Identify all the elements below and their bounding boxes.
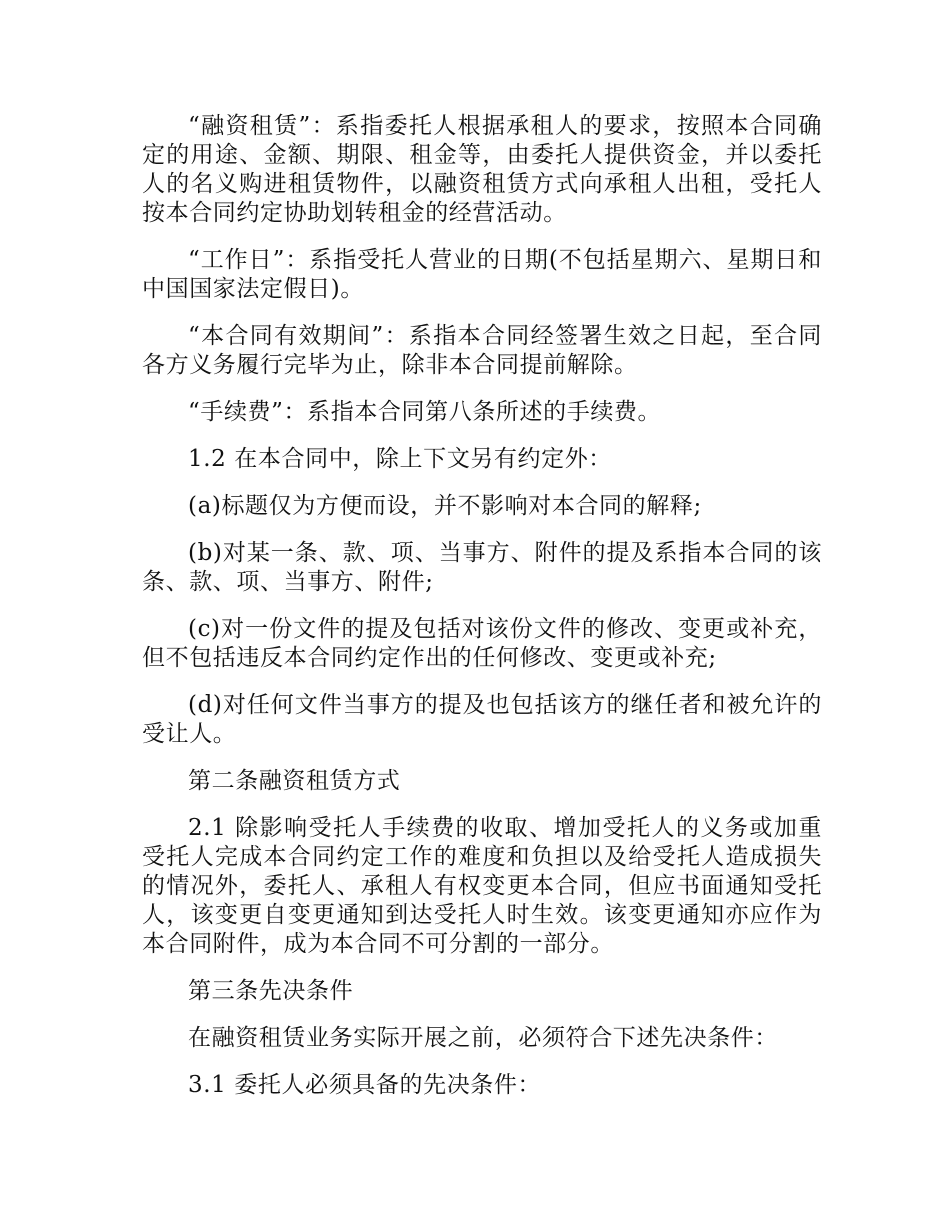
clause-3-1: 3.1 委托人必须具备的先决条件： bbox=[188, 1072, 542, 1098]
definition-handling-fee: “手续费”：系指本合同第八条所述的手续费。 bbox=[188, 399, 662, 425]
document-body bbox=[142, 112, 822, 1118]
clause-1-2: 1.2 在本合同中，除上下文另有约定外： bbox=[188, 446, 612, 472]
definition-financial-leasing: “融资租赁”：系指委托人根据承租人的要求，按照本合同确定的用途、金额、期限、租金等，由委托人提供资金，并以委托人的名义购进租赁物件，以融资租赁方式向承租人出租，受托人按本合同约定协助划转租金的经营活动。 bbox=[142, 113, 822, 226]
definition-contract-term: “本合同有效期间”：系指本合同经签署生效之日起，至合同各方义务履行完毕为止，除非本合同提前解除。 bbox=[142, 323, 822, 378]
article-3-intro: 在融资租赁业务实际开展之前，必须符合下述先决条件： bbox=[188, 1025, 778, 1051]
clause-1-2-d: (d)对任何文件当事方的提及也包括该方的继任者和被允许的受让人。 bbox=[142, 692, 822, 747]
clause-1-2-b: (b)对某一条、款、项、当事方、附件的提及系指本合同的该条、款、项、当事方、附件; bbox=[142, 540, 822, 595]
definition-working-day: “工作日”：系指受托人营业的日期(不包括星期六、星期日和中国国家法定假日)。 bbox=[142, 247, 822, 302]
clause-1-2-a: (a)标题仅为方便而设，并不影响对本合同的解释; bbox=[188, 493, 702, 519]
clause-2-1: 2.1 除影响受托人手续费的收取、增加受托人的义务或加重受托人完成本合同约定工作的难度和负担以及给受托人造成损失的情况外，委托人、承租人有权变更本合同，但应书面通知受托人，该变更自变更通知到达受托人时生效。该变更通知亦应作为本合同附件，成为本合同不可分割的一部分。 bbox=[142, 815, 822, 957]
clause-1-2-c: (c)对一份文件的提及包括对该份文件的修改、变更或补充，但不包括违反本合同约定作出的任何修改、变更或补充; bbox=[142, 616, 822, 671]
article-2-heading: 第二条融资租赁方式 bbox=[188, 768, 401, 794]
article-3-heading: 第三条先决条件 bbox=[188, 978, 354, 1004]
